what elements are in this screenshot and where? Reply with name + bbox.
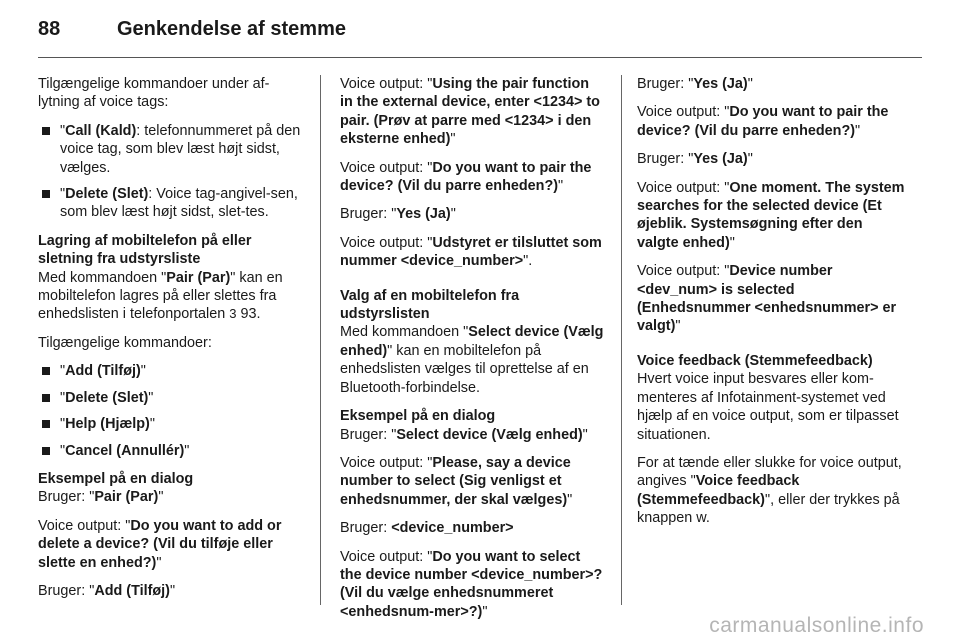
dialog-line: Voice output: "Do you want to select the device number <device_number>? (Vil du vælge enhedsnummeret <enhedsnum-mer>?)" bbox=[340, 548, 603, 620]
section-heading: Voice feedback (Stemmefeedback) bbox=[637, 352, 873, 369]
section-heading: Lagring af mobiltelefon på eller sletning fra udstyrsliste bbox=[38, 232, 252, 268]
paragraph: Tilgængelige kommandoer: bbox=[38, 334, 212, 351]
paragraph: Tilgængelige kommandoer under af-lytning af voice tags: bbox=[38, 76, 270, 111]
list-item: "Delete (Slet): Voice tag-angivel-sen, som blev læst højt sidst, slet-tes. bbox=[38, 185, 306, 222]
dialog-line: Bruger: "Yes (Ja)" bbox=[637, 151, 753, 168]
dialog-line: Bruger: "Select device (Vælg enhed)" bbox=[340, 426, 588, 443]
page-header bbox=[38, 16, 922, 54]
column-divider bbox=[621, 75, 622, 605]
dialog-line: Voice output: "Do you want to add or delete a device? (Vil du tilføje eller slette en enhed?)" bbox=[38, 517, 282, 571]
list-item: "Help (Hjælp)" bbox=[38, 415, 306, 433]
list-item: "Add (Tilføj)" bbox=[38, 362, 306, 380]
column-divider bbox=[320, 75, 321, 605]
bullet-icon bbox=[42, 447, 50, 455]
bullet-icon bbox=[42, 127, 50, 135]
voice-button-icon: w bbox=[696, 510, 706, 527]
dialog-line: Bruger: "Pair (Par)" bbox=[38, 489, 164, 506]
paragraph: Med kommandoen "Pair (Par)" kan en mobiltelefon lagres på eller slettes fra enhedslisten i telefonportalen 3 93. bbox=[38, 269, 283, 323]
bullet-icon bbox=[42, 190, 50, 198]
page-ref-arrow-icon: 3 bbox=[229, 306, 237, 322]
section-heading: Valg af en mobiltelefon fra udstyrslisten bbox=[340, 287, 520, 323]
bullet-icon bbox=[42, 394, 50, 402]
bullet-list bbox=[38, 122, 306, 222]
dialog-line: Bruger: "Yes (Ja)" bbox=[340, 206, 456, 223]
dialog-line: Bruger: "Yes (Ja)" bbox=[637, 76, 753, 92]
paragraph: Med kommandoen "Select device (Vælg enhed)" kan en mobiltelefon på enhedslisten vælges til oprettelse af en Bluetooth-forbindelse. bbox=[340, 324, 604, 396]
section-heading: Eksempel på en dialog bbox=[340, 408, 496, 425]
paragraph: Hvert voice input besvares eller kom-menteres af Infotainment-systemet ved hjælp af en voice output, som er tilpasset situationen. bbox=[637, 371, 899, 443]
list-item: "Delete (Slet)" bbox=[38, 389, 306, 407]
column-2 bbox=[340, 75, 605, 631]
dialog-line: Bruger: <device_number> bbox=[340, 520, 514, 537]
command-list bbox=[38, 362, 306, 460]
header-rule bbox=[38, 57, 922, 58]
dialog-line: Voice output: "Please, say a device number to select (Sig venligst et enhedsnummer, der skal vælges)" bbox=[340, 454, 573, 508]
paragraph: For at tænde eller slukke for voice output, angives "Voice feedback (Stemmefeedback)", eller der trykkes på knappen w. bbox=[637, 454, 902, 527]
column-1 bbox=[38, 75, 306, 610]
dialog-line: Voice output: "Do you want to pair the device? (Vil du parre enheden?)" bbox=[637, 104, 889, 139]
list-item: "Call (Kald): telefonnummeret på den voice tag, som blev læst højt sidst, vælges. bbox=[38, 122, 306, 177]
dialog-line: Bruger: "Add (Tilføj)" bbox=[38, 582, 176, 599]
bullet-icon bbox=[42, 420, 50, 428]
column-3 bbox=[637, 75, 905, 538]
dialog-line: Voice output: "Using the pair function in the external device, enter <1234> to pair. (Prøv at parre med <1234> i den eksterne enhed)" bbox=[340, 76, 600, 148]
watermark: carmanualsonline.info bbox=[709, 614, 924, 637]
section-heading: Eksempel på en dialog bbox=[38, 470, 194, 487]
list-item: "Cancel (Annullér)" bbox=[38, 442, 306, 460]
page-number: 88 bbox=[38, 18, 61, 40]
page-title: Genkendelse af stemme bbox=[117, 18, 346, 40]
dialog-line: Voice output: "Device number <dev_num> is selected (Enhedsnummer <enhedsnummer> er valgt)" bbox=[637, 263, 897, 335]
dialog-line: Voice output: "Do you want to pair the device? (Vil du parre enheden?)" bbox=[340, 159, 592, 195]
dialog-line: Voice output: "One moment. The system searches for the selected device (Et øjeblik. Systemsøgning efter den valgte enhed)" bbox=[637, 179, 905, 251]
dialog-line: Voice output: "Udstyret er tilsluttet som nummer <device_number>". bbox=[340, 234, 602, 270]
bullet-icon bbox=[42, 367, 50, 375]
